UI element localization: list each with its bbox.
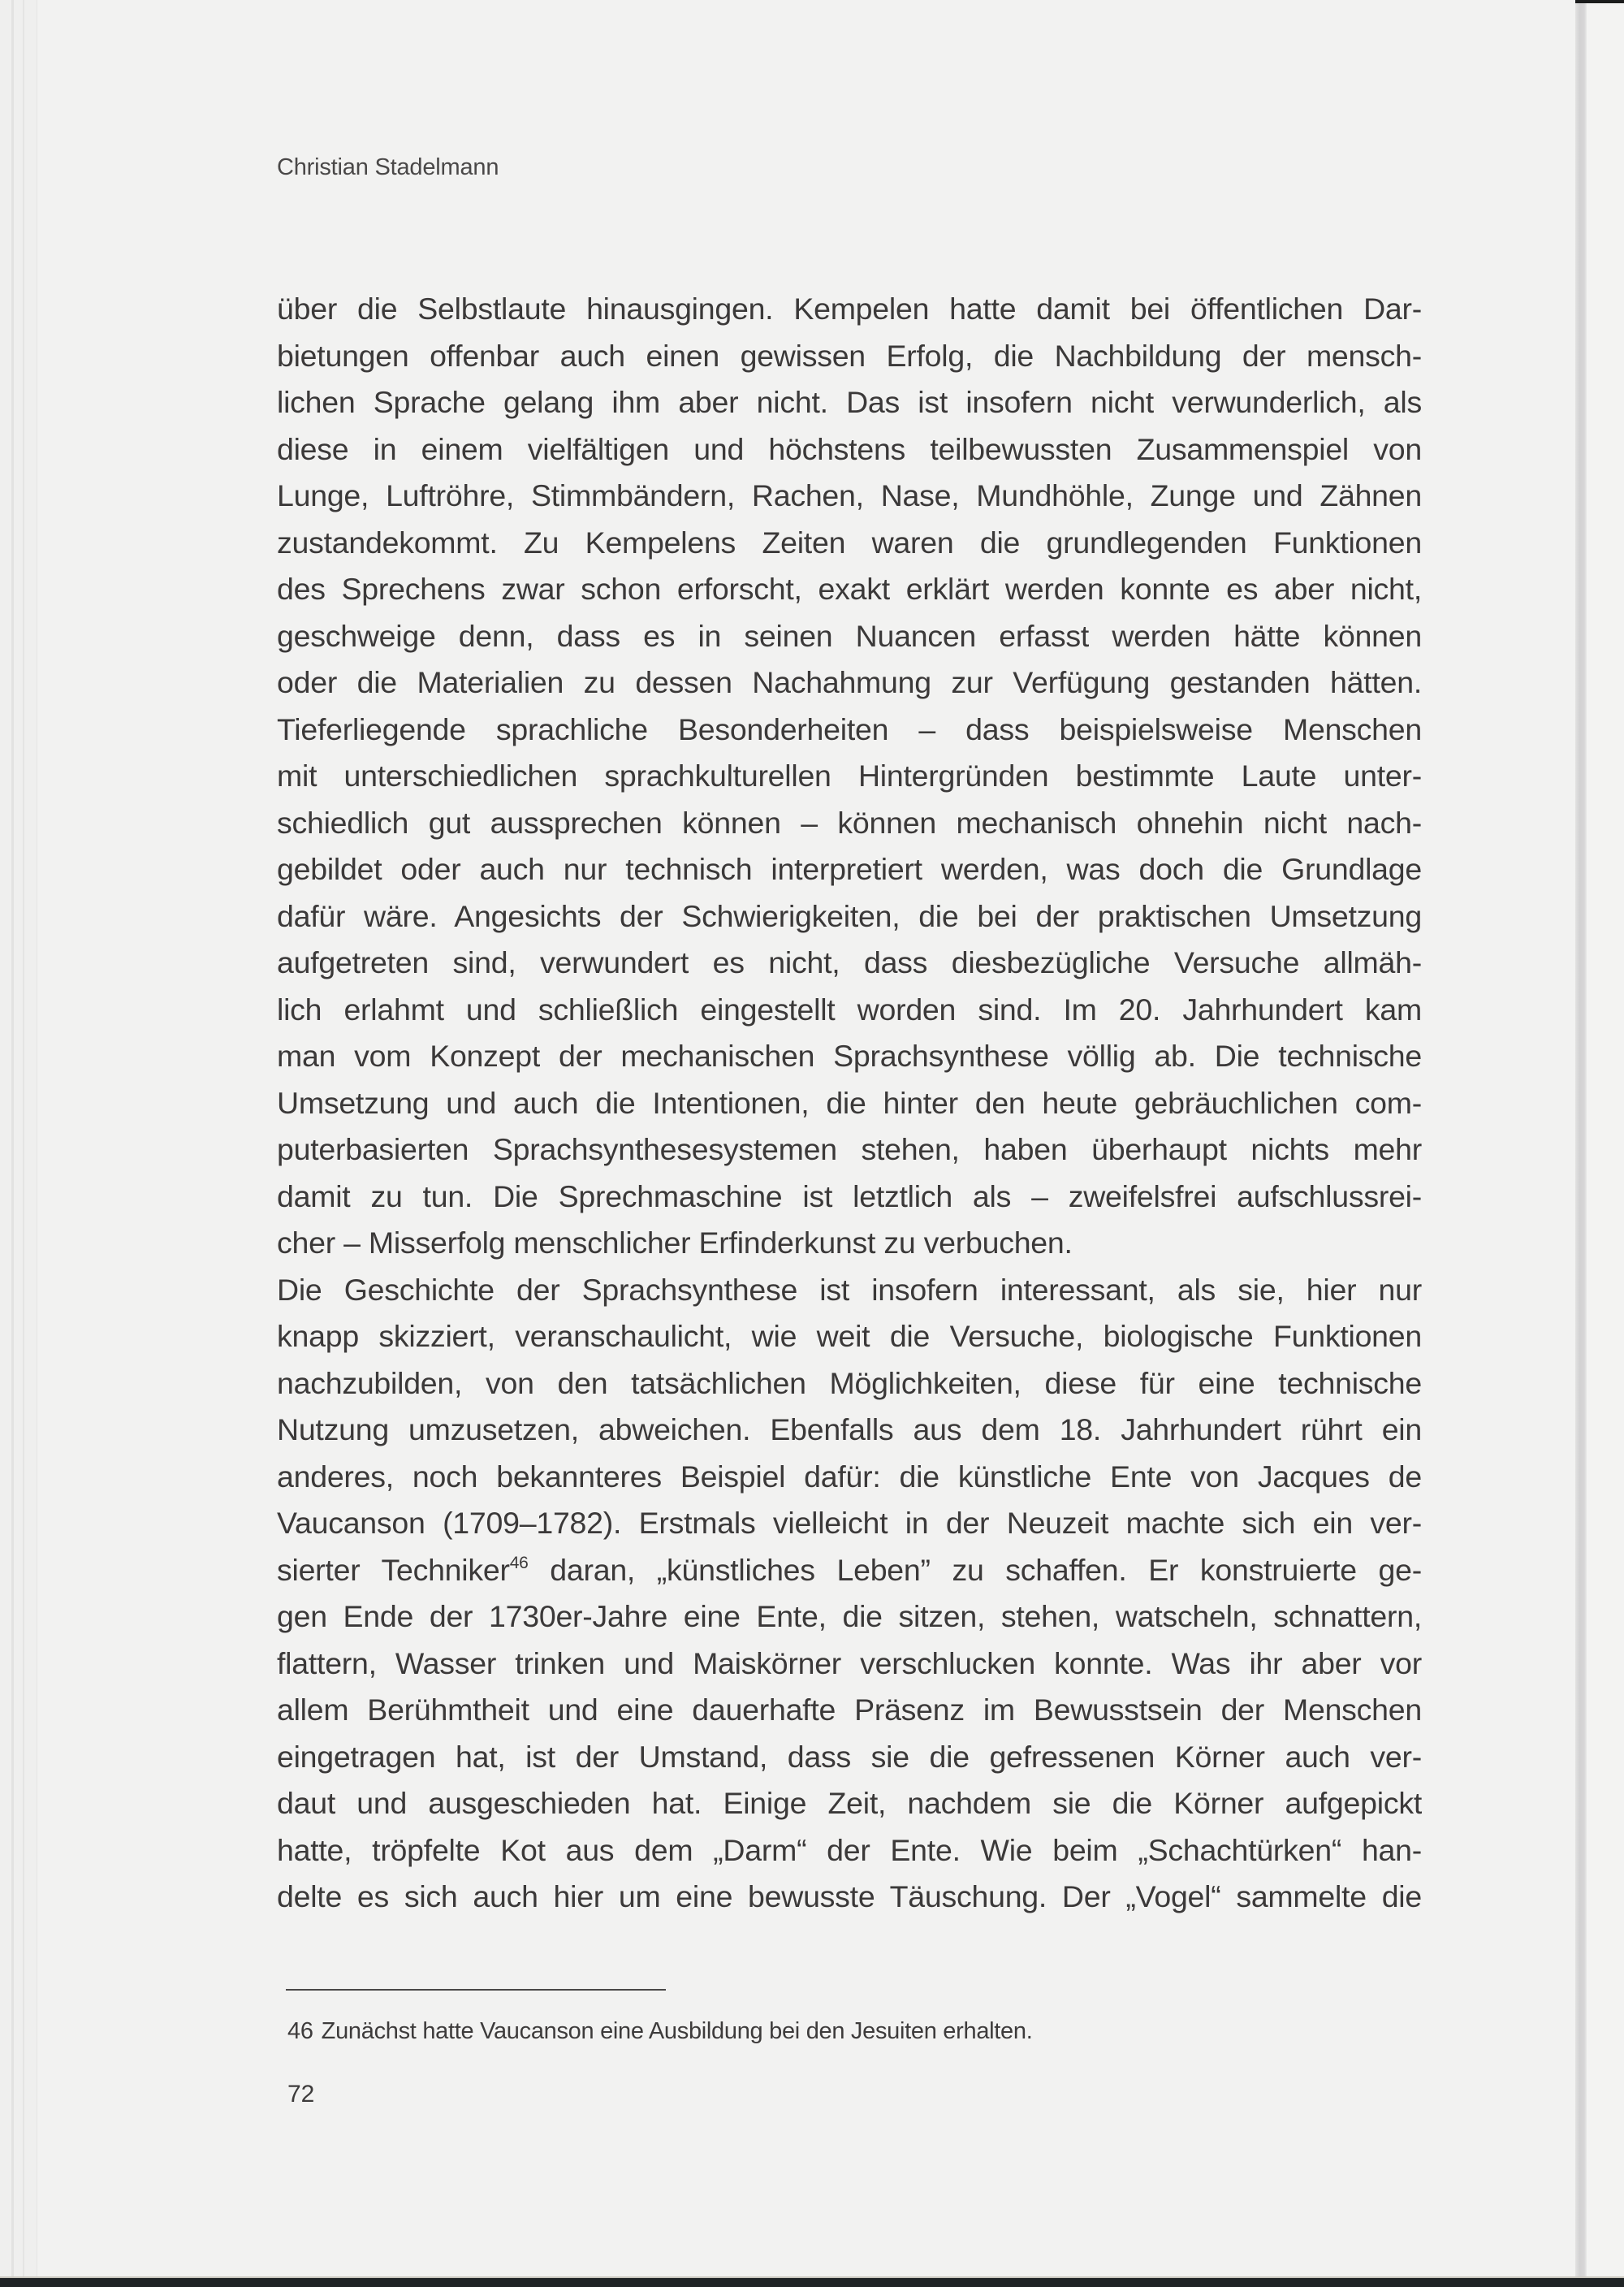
text-line: geschweige denn, dass es in seinen Nuancen erfasst werden hätte können <box>277 618 1422 653</box>
footnote-separator <box>286 1989 666 1991</box>
text-line: schiedlich gut aussprechen können – können mechanisch ohnehin nicht nach- <box>277 805 1422 840</box>
text-line: über die Selbstlaute hinausgingen. Kempelen hatte damit bei öffentlichen Dar- <box>277 292 1422 326</box>
text-line: puterbasierten Sprachsynthesesystemen stehen, haben überhaupt nichts mehr <box>277 1132 1422 1166</box>
text-line: oder die Materialien zu dessen Nachahmung zur Verfügung gestanden hätten. <box>277 665 1422 699</box>
text-line: dafür wäre. Angesichts der Schwierigkeiten, die bei der praktischen Umsetzung <box>277 898 1422 933</box>
text-line: lichen Sprache gelang ihm aber nicht. Das ist insofern nicht verwunderlich, als <box>277 385 1422 419</box>
text-line: eingetragen hat, ist der Umstand, dass sie die gefressenen Körner auch ver- <box>277 1739 1422 1774</box>
page-edge-line <box>23 0 24 2281</box>
text-line: Vaucanson (1709–1782). Erstmals vielleicht in der Neuzeit machte sich ein ver- <box>277 1506 1422 1540</box>
text-line: man vom Konzept der mechanischen Sprachsynthese völlig ab. Die technische <box>277 1039 1422 1073</box>
text-line: nachzubilden, von den tatsächlichen Möglichkeiten, diese für eine technische <box>277 1365 1422 1400</box>
body-text <box>277 286 1422 1921</box>
text-line: Die Geschichte der Sprachsynthese ist insofern interessant, als sie, hier nur <box>277 1272 1422 1307</box>
book-gutter-shadow <box>1575 0 1587 2279</box>
footnote-46 <box>287 2018 1032 2045</box>
facing-page-edge <box>1587 2 1624 2276</box>
text-line-with-footnote-ref <box>277 1547 1422 1594</box>
text-line: damit zu tun. Die Sprechmaschine ist letztlich als – zweifelsfrei aufschlussrei- <box>277 1178 1422 1213</box>
page-number: 72 <box>287 2081 315 2108</box>
text-line: lich erlahmt und schließlich eingestellt worden sind. Im 20. Jahrhundert kam <box>277 992 1422 1027</box>
text-line: knapp skizziert, veranschaulicht, wie weit die Versuche, biologische Funktionen <box>277 1319 1422 1353</box>
text-line: daut und ausgeschieden hat. Einige Zeit, nachdem sie die Körner aufgepickt <box>277 1786 1422 1820</box>
text-line: allem Berühmtheit und eine dauerhafte Präsenz im Bewusstsein der Menschen <box>277 1693 1422 1727</box>
text-line: delte es sich auch hier um eine bewusste Täuschung. Der „Vogel“ sammelte die <box>277 1879 1422 1913</box>
footnote-reference-46[interactable]: 46 <box>509 1553 529 1572</box>
scan-background-corner <box>1575 0 1624 3</box>
text-line: Tieferliegende sprachliche Besonderheiten – dass beispielsweise Menschen <box>277 711 1422 746</box>
text-line: bietungen offenbar auch einen gewissen Erfolg, die Nachbildung der mensch- <box>277 338 1422 373</box>
scan-background-bottom <box>0 2276 1624 2287</box>
paragraph-end-line: cher – Misserfolg menschlicher Erfinderkunst zu verbuchen. <box>277 1226 1073 1260</box>
text-line: mit unterschiedlichen sprachkulturellen Hintergründen bestimmte Laute unter- <box>277 759 1422 793</box>
text-line: flattern, Wasser trinken und Maiskörner verschlucken konnte. Was ihr aber vor <box>277 1645 1422 1680</box>
text-line: Umsetzung und auch die Intentionen, die hinter den heute gebräuchlichen com- <box>277 1085 1422 1120</box>
page-edge-left <box>0 0 37 2281</box>
running-head-author: Christian Stadelmann <box>277 154 499 180</box>
text-line: gen Ende der 1730er-Jahre eine Ente, die sitzen, stehen, watscheln, schnattern, <box>277 1599 1422 1633</box>
page-edge-line <box>11 0 14 2281</box>
text-line: anderes, noch bekannteres Beispiel dafür: die künstliche Ente von Jacques de <box>277 1459 1422 1494</box>
text-segment: daran, „künstliches Leben” zu schaffen. Er konstruierte ge- <box>528 1552 1422 1587</box>
text-line: Lunge, Luftröhre, Stimmbändern, Rachen, Nase, Mundhöhle, Zunge und Zähnen <box>277 478 1422 512</box>
text-line: des Sprechens zwar schon erforscht, exakt erklärt werden konnte es aber nicht, <box>277 572 1422 606</box>
footnote-text: Zunächst hatte Vaucanson eine Ausbildung bei den Jesuiten erhalten. <box>321 2018 1033 2044</box>
text-segment: sierter Techniker <box>277 1552 510 1587</box>
text-line: Nutzung umzusetzen, abweichen. Ebenfalls aus dem 18. Jahrhundert rührt ein <box>277 1412 1422 1446</box>
text-line: aufgetreten sind, verwundert es nicht, dass diesbezügliche Versuche allmäh- <box>277 945 1422 979</box>
text-line: diese in einem vielfältigen und höchstens teilbewussten Zusammenspiel von <box>277 431 1422 466</box>
text-line: zustandekommt. Zu Kempelens Zeiten waren die grundlegenden Funktionen <box>277 525 1422 560</box>
text-line: hatte, tröpfelte Kot aus dem „Darm“ der Ente. Wie beim „Schachtürken“ han- <box>277 1832 1422 1867</box>
footnote-number: 46 <box>287 2018 313 2044</box>
text-line: gebildet oder auch nur technisch interpretiert werden, was doch die Grundlage <box>277 852 1422 886</box>
